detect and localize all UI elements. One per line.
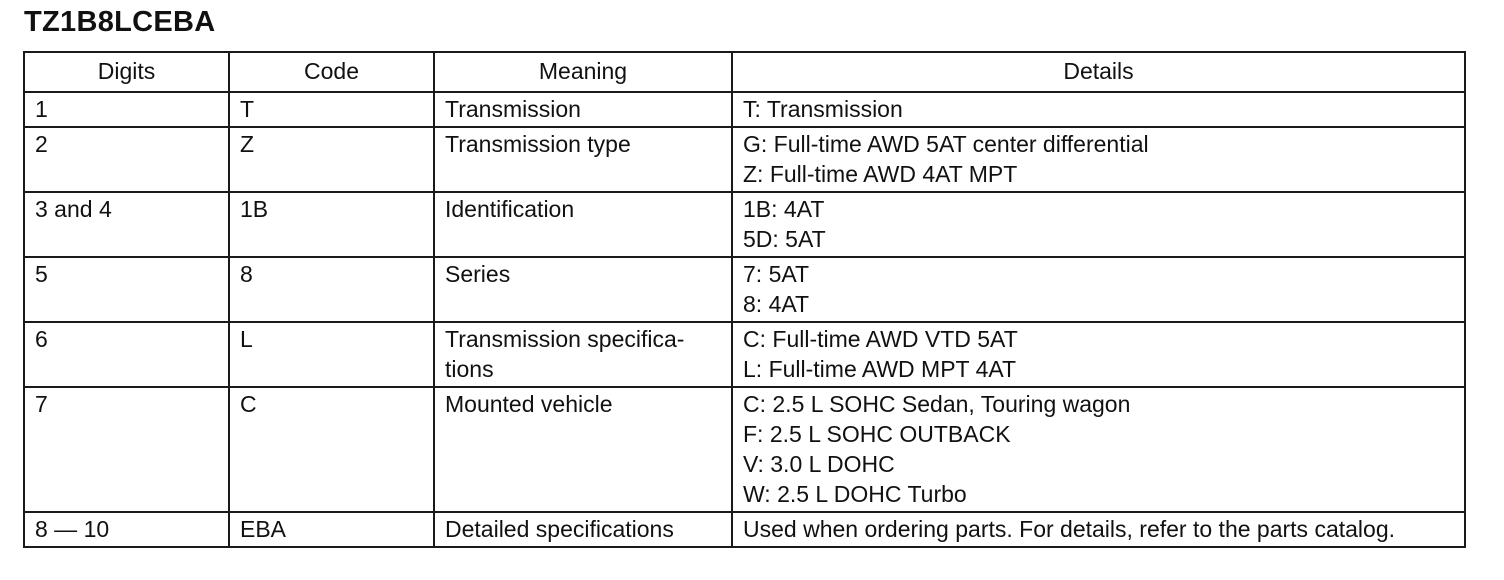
table-row — [24, 322, 1465, 387]
detail-line: 1B: 4AT — [743, 196, 825, 222]
cell-meaning — [434, 322, 732, 387]
meaning-line: Identification — [445, 196, 575, 222]
code-table — [23, 51, 1466, 548]
cell-meaning — [434, 92, 732, 127]
cell-digits: 5 — [24, 257, 229, 322]
cell-digits: 1 — [24, 92, 229, 127]
cell-meaning — [434, 127, 732, 192]
cell-meaning — [434, 192, 732, 257]
detail-line: 8: 4AT — [743, 291, 810, 317]
cell-digits: 6 — [24, 322, 229, 387]
cell-details — [732, 387, 1465, 512]
table-body — [24, 92, 1465, 547]
meaning-line: Transmission — [445, 96, 581, 122]
cell-digits: 8 — 10 — [24, 512, 229, 547]
table-row — [24, 192, 1465, 257]
table-row — [24, 127, 1465, 192]
table-row — [24, 257, 1465, 322]
cell-meaning — [434, 512, 732, 547]
detail-line: W: 2.5 L DOHC Turbo — [743, 481, 967, 507]
meaning-line: Mounted vehicle — [445, 391, 613, 417]
cell-details — [732, 127, 1465, 192]
cell-code: T — [229, 92, 434, 127]
table-row — [24, 512, 1465, 547]
cell-digits: 7 — [24, 387, 229, 512]
cell-details — [732, 257, 1465, 322]
table-row — [24, 387, 1465, 512]
detail-line: 7: 5AT — [743, 261, 810, 287]
table-header-row — [24, 52, 1465, 92]
detail-line: G: Full-time AWD 5AT center differential — [743, 131, 1149, 157]
cell-details — [732, 92, 1465, 127]
cell-details — [732, 192, 1465, 257]
meaning-line: Transmission specifica- — [445, 326, 685, 352]
cell-code: C — [229, 387, 434, 512]
cell-code: 8 — [229, 257, 434, 322]
detail-line: V: 3.0 L DOHC — [743, 451, 895, 477]
detail-line: 5D: 5AT — [743, 226, 826, 252]
detail-line: L: Full-time AWD MPT 4AT — [743, 356, 1017, 382]
detail-line: C: 2.5 L SOHC Sedan, Touring wagon — [743, 391, 1131, 417]
detail-line: T: Transmission — [743, 96, 903, 122]
detail-line: C: Full-time AWD VTD 5AT — [743, 326, 1018, 352]
cell-code: 1B — [229, 192, 434, 257]
cell-meaning — [434, 257, 732, 322]
header-details: Details — [732, 52, 1465, 92]
cell-digits: 3 and 4 — [24, 192, 229, 257]
cell-code: EBA — [229, 512, 434, 547]
detail-line: Used when ordering parts. For details, refer to the parts catalog. — [743, 516, 1395, 542]
cell-meaning — [434, 387, 732, 512]
detail-line: Z: Full-time AWD 4AT MPT — [743, 161, 1018, 187]
page-title: TZ1B8LCEBA — [24, 6, 216, 38]
table-row — [24, 92, 1465, 127]
meaning-line: tions — [445, 356, 494, 382]
cell-details — [732, 512, 1465, 547]
header-code: Code — [229, 52, 434, 92]
cell-digits: 2 — [24, 127, 229, 192]
cell-code: Z — [229, 127, 434, 192]
header-digits: Digits — [24, 52, 229, 92]
cell-details — [732, 322, 1465, 387]
meaning-line: Transmission type — [445, 131, 631, 157]
detail-line: F: 2.5 L SOHC OUTBACK — [743, 421, 1011, 447]
cell-code: L — [229, 322, 434, 387]
header-meaning: Meaning — [434, 52, 732, 92]
meaning-line: Series — [445, 261, 511, 287]
meaning-line: Detailed specifications — [445, 516, 674, 542]
